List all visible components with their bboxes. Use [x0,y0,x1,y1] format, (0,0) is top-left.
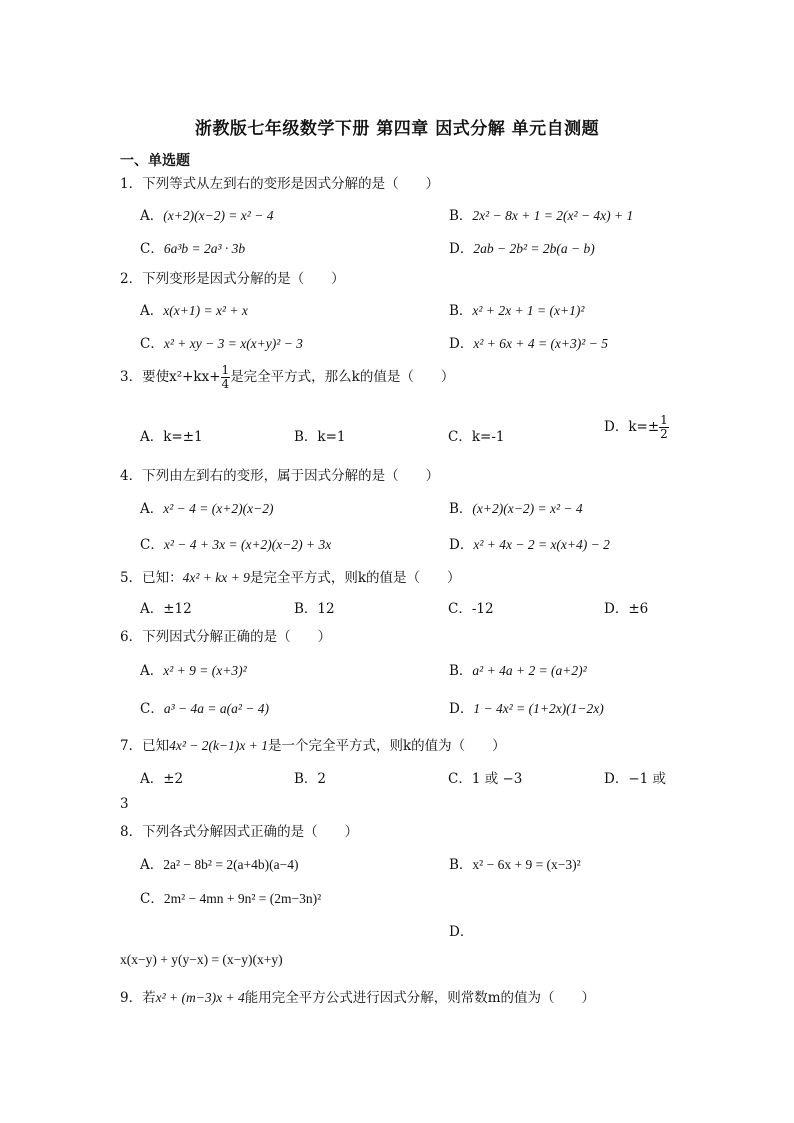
q5-option-d[interactable]: D．±6 [604,601,649,617]
option-math: a³ − 4a = a(a² − 4) [163,701,270,716]
option-label: C． [140,336,164,352]
question-8-stem: 8．下列各式分解因式正确的是（ ） [120,824,359,840]
stem-math: 4x² + kx + 9 [182,570,250,585]
q3-option-c[interactable]: C．k=-1 [448,429,505,445]
option-math: x² + 6x + 4 = (x+3)² − 5 [473,336,608,351]
q8-option-d-math: x(x−y) + y(y−x) = (x−y)(x+y) [120,952,283,967]
option-math: x(x+1) = x² + x [163,303,248,318]
q3-option-d[interactable] [604,414,669,441]
option-label: C． [140,241,164,257]
option-label: D． [449,537,474,553]
option-label: B． [449,857,473,873]
question-4-stem: 4．下列由左到右的变形，属于因式分解的是（ ） [120,468,440,484]
q5-option-b[interactable]: B．12 [294,601,335,617]
q8-option-b[interactable] [449,853,581,873]
option-label: A． [140,501,164,517]
option-label: D． [449,241,474,257]
q2-option-c[interactable] [140,332,303,352]
q8-option-d[interactable]: D． [449,924,474,940]
option-label: C． [140,701,164,717]
fraction [659,414,669,441]
question-9-stem [120,986,595,1006]
question-7-stem [120,734,506,754]
option-math: x² + 4x − 2 = x(x+4) − 2 [473,537,610,552]
q7-option-d[interactable]: D．−1 或 [604,771,667,787]
section-heading: 一、单选题 [120,153,190,169]
stem-text: 是一个完全平方式，则k的值为（ ） [267,738,506,754]
option-math: x² − 6x + 9 = (x−3)² [472,857,581,872]
q1-option-a[interactable] [140,204,273,224]
q1-option-b[interactable] [449,204,633,224]
option-math: 2x² − 8x + 1 = 2(x² − 4x) + 1 [472,208,634,223]
q3-option-b[interactable]: B．k=1 [294,429,346,445]
q6-option-b[interactable] [449,659,587,679]
option-math: x² − 4 = (x+2)(x−2) [163,501,274,516]
question-6-stem: 6．下列因式分解正确的是（ ） [120,629,332,645]
fraction-numerator: 1 [660,413,668,427]
q8-option-a[interactable] [140,853,299,873]
fraction [221,364,231,391]
option-label: B． [449,303,473,319]
option-label: A． [140,857,164,873]
option-math: a² + 4a + 2 = (a+2)² [472,663,587,678]
question-5-stem [120,566,461,586]
stem-text: 3．要使x²+kx+ [120,369,221,385]
q5-option-a[interactable]: A．±12 [140,601,192,617]
q8-option-c[interactable] [140,887,321,907]
option-math: x² + xy − 3 = x(x+y)² − 3 [163,336,303,351]
option-label: B． [449,208,473,224]
option-math: x² + 2x + 1 = (x+1)² [472,303,585,318]
stem-text: 5．已知： [120,570,183,586]
page-title: 浙教版七年级数学下册 第四章 因式分解 单元自测题 [194,119,600,139]
q7-option-b[interactable]: B．2 [294,771,327,787]
q7-option-d-continued: 3 [120,796,129,812]
option-math: x² + 9 = (x+3)² [163,663,247,678]
stem-math: x² + (m−3)x + 4 [155,990,245,1005]
stem-text: 9．若 [120,990,156,1006]
option-label: D． [449,336,474,352]
q2-option-a[interactable] [140,299,248,319]
q4-option-c[interactable] [140,533,331,553]
stem-math: 4x² − 2(k−1)x + 1 [169,738,268,753]
q4-option-a[interactable] [140,497,273,517]
q5-option-c[interactable]: C．-12 [448,601,494,617]
option-math: 6a³b = 2a³ · 3b [163,241,246,256]
option-label: A． [140,208,164,224]
q1-option-c[interactable] [140,237,245,257]
option-label: C． [140,537,164,553]
option-math: (x+2)(x−2) = x² − 4 [163,208,274,223]
fraction-denominator: 2 [660,427,668,441]
option-label: C． [140,891,164,907]
q6-option-d[interactable] [449,697,604,717]
option-math: (x+2)(x−2) = x² − 4 [472,501,583,516]
option-math: 2a² − 8b² = 2(a+4b)(a−4) [163,857,299,872]
q7-option-a[interactable]: A．±2 [140,771,184,787]
question-1-stem: 1．下列等式从左到右的变形是因式分解的是（ ） [120,176,440,192]
option-math: 2m² − 4mn + 9n² = (2m−3n)² [163,891,322,906]
option-math: 2ab − 2b² = 2b(a − b) [473,241,595,256]
stem-text: 是完全平方式，则k的值是（ ） [249,570,461,586]
option-label: D．k=± [604,419,660,435]
q4-option-d[interactable] [449,533,610,553]
option-label: D． [449,701,474,717]
q2-option-d[interactable] [449,332,608,352]
option-label: A． [140,303,164,319]
option-label: B． [449,663,473,679]
question-3-stem [120,364,454,391]
question-2-stem: 2．下列变形是因式分解的是（ ） [120,271,345,287]
q6-option-c[interactable] [140,697,269,717]
fraction-denominator: 4 [221,377,230,391]
q6-option-a[interactable] [140,659,247,679]
q2-option-b[interactable] [449,299,584,319]
stem-text: 能用完全平方公式进行因式分解，则常数m的值为（ ） [244,990,596,1006]
q7-option-c[interactable]: C．1 或 −3 [448,771,523,787]
option-math: x² − 4 + 3x = (x+2)(x−2) + 3x [163,537,332,552]
option-math: 1 − 4x² = (1+2x)(1−2x) [473,701,604,716]
stem-text: 7．已知 [120,738,170,754]
option-label: A． [140,663,164,679]
q3-option-a[interactable]: A．k=±1 [140,429,203,445]
q4-option-b[interactable] [449,497,583,517]
q1-option-d[interactable] [449,237,595,257]
option-label: B． [449,501,473,517]
stem-text: 是完全平方式，那么k的值是（ ） [230,369,455,385]
fraction-numerator: 1 [221,363,230,377]
